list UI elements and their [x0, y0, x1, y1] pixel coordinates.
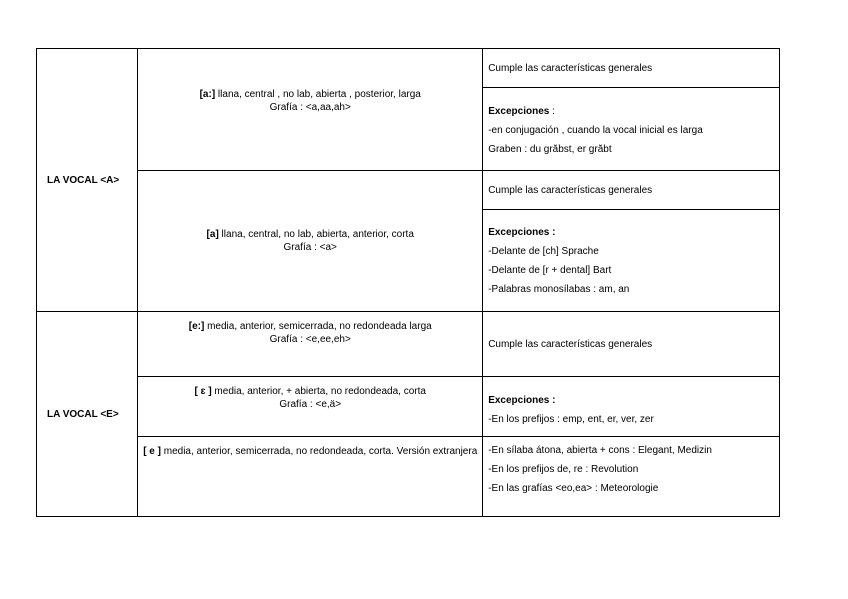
phoneme-e-open — [138, 377, 483, 437]
a-short-exc-title: Excepciones : — [488, 226, 556, 238]
phoneme-e-long — [138, 312, 483, 377]
phoneme-a-short-text: llana, central, no lab, abierta, anterior, corta — [218, 229, 414, 240]
phoneme-e-foreign — [138, 437, 483, 517]
a-short-exc-line-1: -Delante de [ch] Sprache — [488, 245, 599, 257]
phoneme-a-long-grafia: Grafía : <a,aa,ah> — [269, 101, 351, 113]
phoneme-a-long-text: llana, central , no lab, abierta , posterior, larga — [215, 88, 421, 100]
a-long-general: Cumple las características generales — [483, 49, 780, 88]
e-long-general: Cumple las características generales — [483, 312, 780, 377]
e-foreign-line-3: -En las grafías <eo,ea> : Meteorologie — [488, 483, 659, 494]
a-long-exc-title: Excepciones — [488, 105, 550, 117]
a-short-exc-line-2: -Delante de [r + dental] Bart — [488, 264, 612, 276]
a-long-exc-line-2: Graben : du grăbst, er grăbt — [488, 143, 612, 155]
vowel-table — [36, 48, 780, 517]
phoneme-e-open-symbol: [ ɛ ] — [194, 386, 212, 397]
a-short-exceptions — [483, 210, 780, 312]
a-short-general: Cumple las características generales — [483, 171, 780, 210]
phoneme-a-long — [138, 49, 483, 171]
phoneme-e-foreign-desc — [142, 445, 478, 458]
e-foreign-line-2: -En los prefijos de, re : Revolution — [488, 464, 639, 475]
e-foreign-line-1: -En sílaba átona, abierta + cons : Elegant, Medizin — [488, 445, 712, 456]
phoneme-e-long-grafia: Grafía : <e,ee,eh> — [269, 334, 351, 345]
phoneme-e-open-text: media, anterior, + abierta, no redondeada, corta — [211, 386, 426, 397]
vowel-a-label: LA VOCAL <A> — [37, 49, 138, 312]
a-long-exc-heading — [488, 102, 779, 121]
phoneme-a-short-symbol: [a] — [206, 229, 219, 240]
phoneme-e-long-text: media, anterior, semicerrada, no redondeada larga — [204, 321, 432, 332]
phoneme-e-open-grafia: Grafía : <e,ä> — [279, 399, 342, 410]
vowel-e-label: LA VOCAL <E> — [37, 312, 138, 517]
a-long-exceptions — [483, 88, 780, 171]
phoneme-e-long-symbol: [e:] — [188, 321, 205, 332]
phoneme-a-short-grafia: Grafía : <a> — [283, 242, 337, 253]
e-open-exc-line-1: -En los prefijos : emp, ent, er, ver, zer — [488, 413, 654, 425]
phoneme-a-short-desc — [142, 228, 478, 241]
phoneme-a-long-desc — [142, 88, 478, 101]
e-foreign-notes — [483, 437, 780, 517]
a-long-exc-colon: : — [549, 105, 555, 117]
phoneme-e-foreign-text: media, anterior, semicerrada, no redondeada, corta. Versión extranjera — [160, 446, 478, 457]
phoneme-e-open-desc — [142, 385, 478, 398]
phoneme-a-long-symbol: [a:] — [199, 88, 216, 100]
e-open-exc-title: Excepciones : — [488, 394, 556, 406]
phoneme-e-foreign-symbol: [ e ] — [143, 446, 161, 457]
phoneme-e-long-desc — [142, 320, 478, 333]
e-open-exceptions — [483, 377, 780, 437]
a-long-exc-line-1: -en conjugación , cuando la vocal inicial es larga — [488, 124, 703, 136]
a-short-exc-line-3: -Palabras monosílabas : am, an — [488, 283, 630, 295]
phoneme-a-short — [138, 171, 483, 312]
